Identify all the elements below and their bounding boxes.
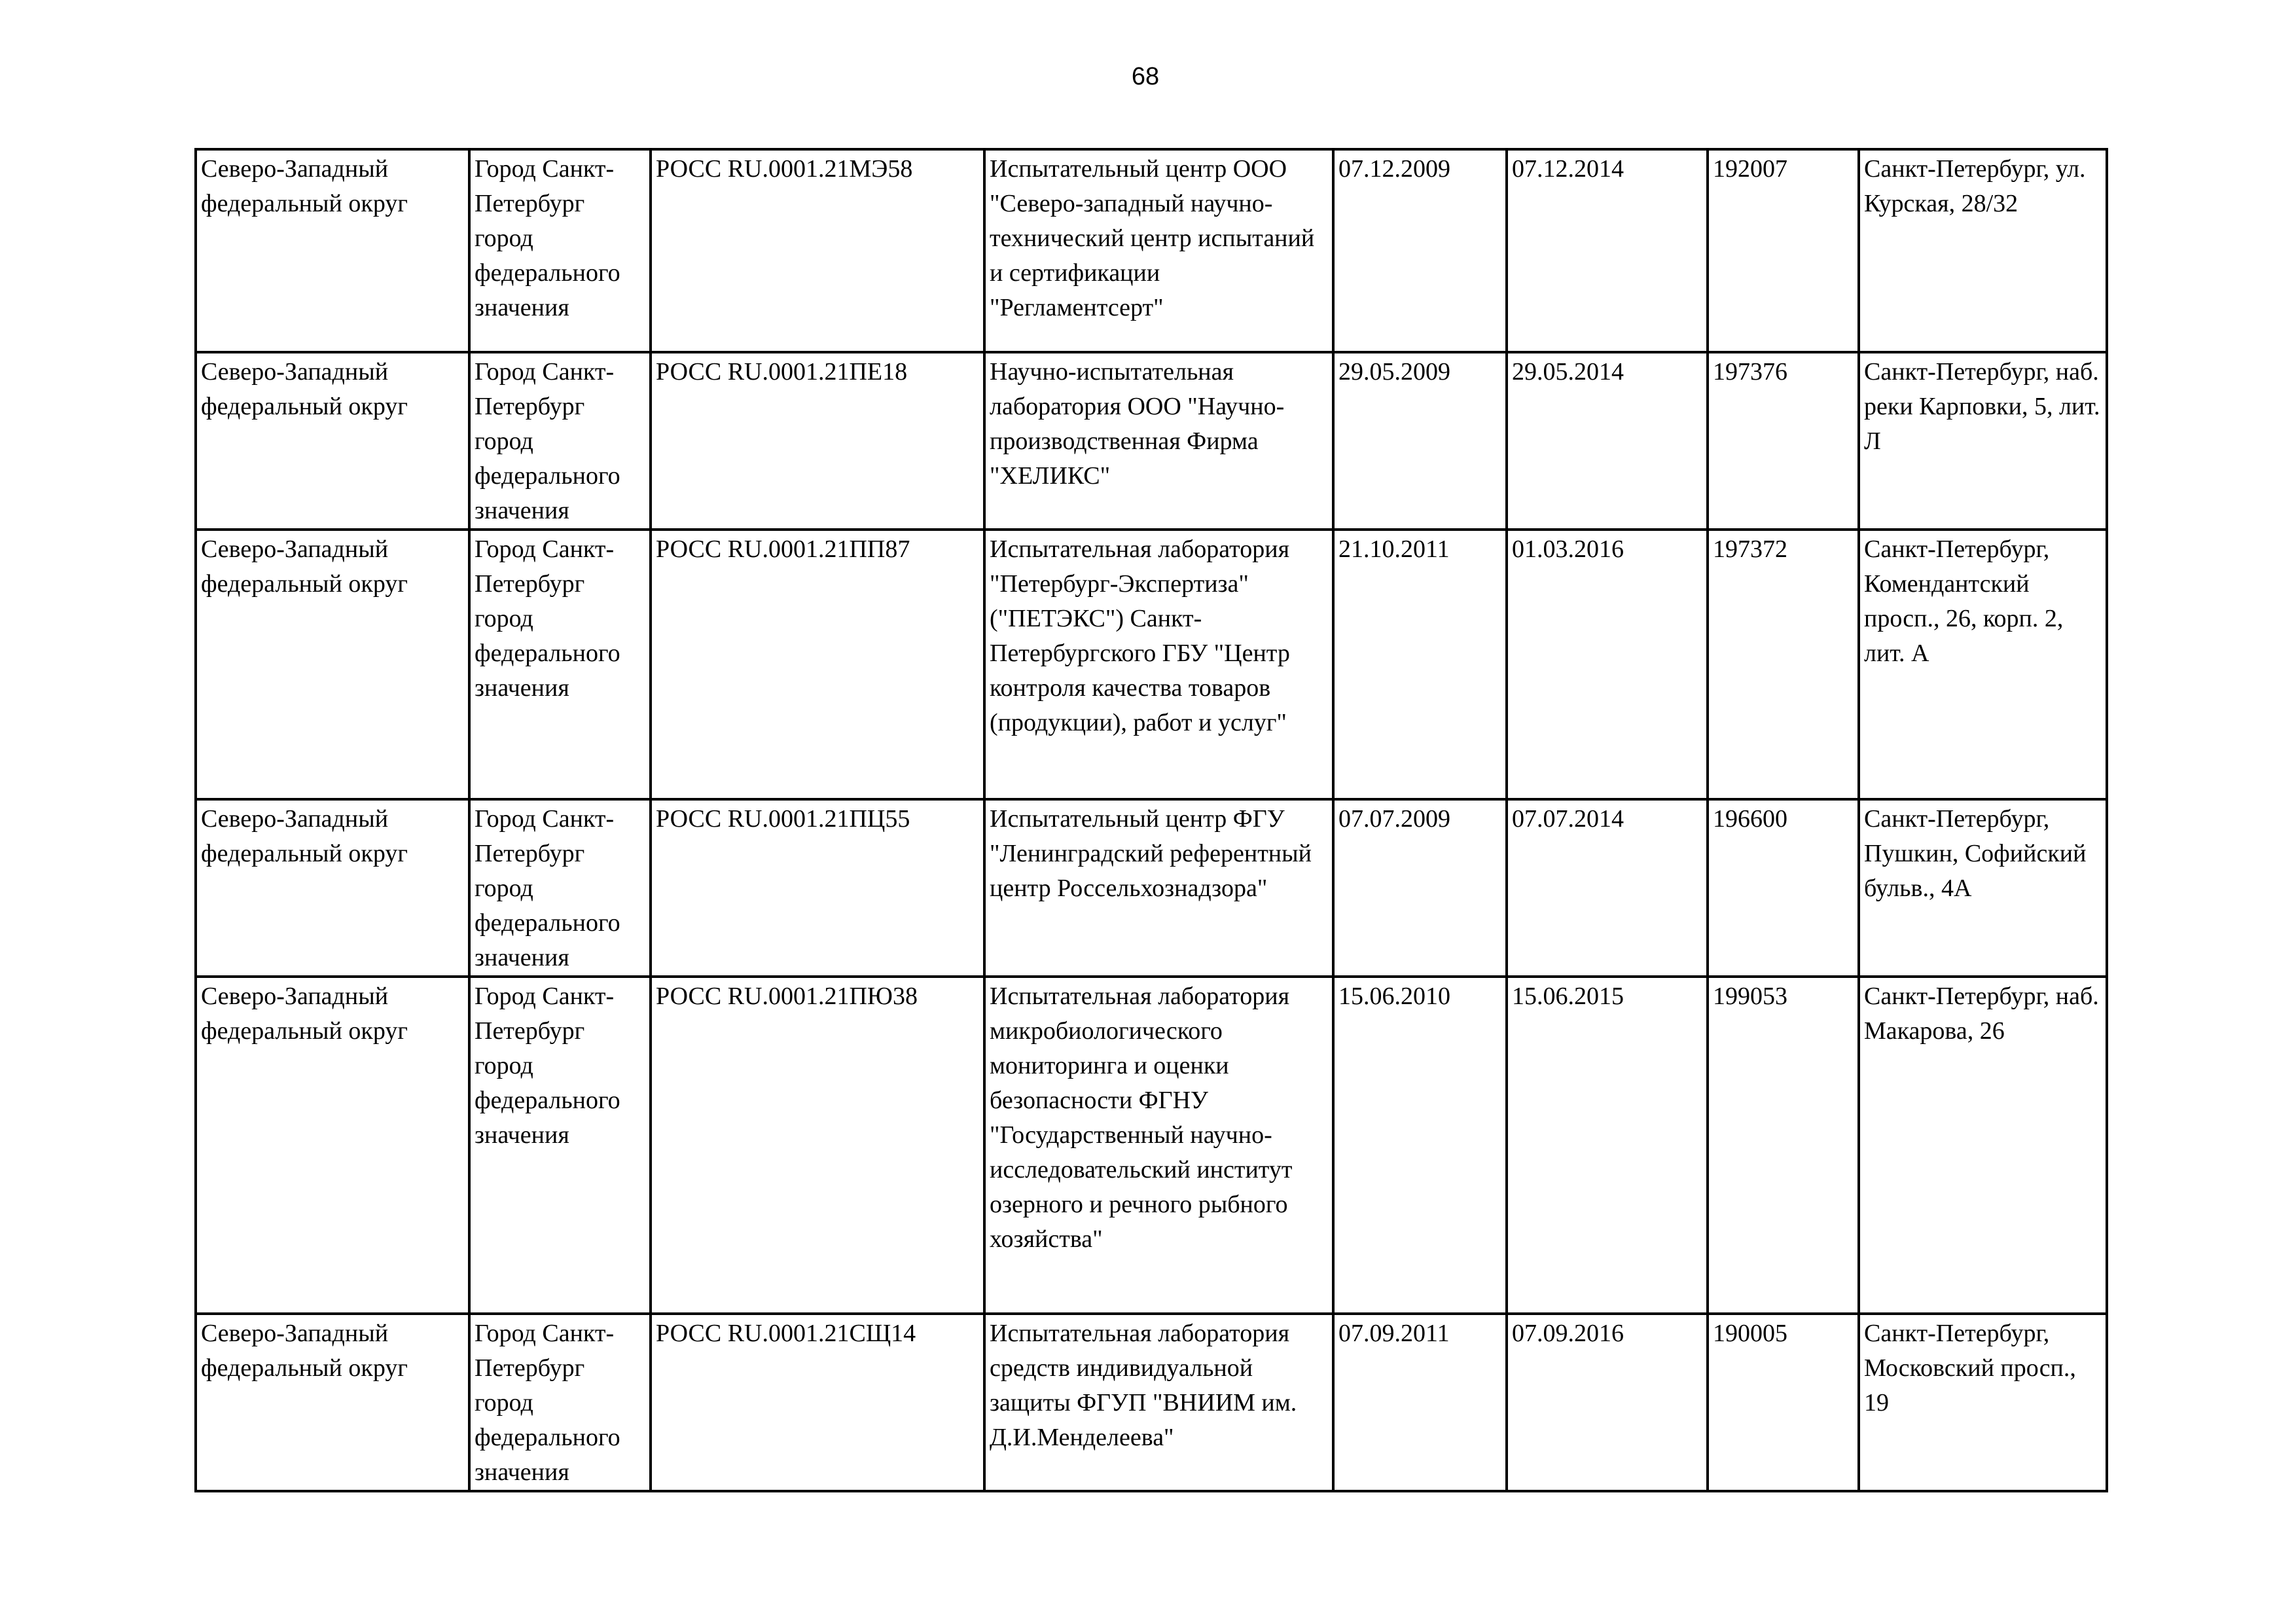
postal-code-cell: 196600 <box>1708 799 1859 977</box>
organization-cell: Испытательная лаборатория микробиологического мониторинга и оценки безопасности ФГНУ "Государственный научно-исследовательский институт озерного и речного рыбного хозяйства" <box>984 977 1333 1314</box>
district-cell: Северо-Западный федеральный округ <box>196 799 469 977</box>
district-cell: Северо-Западный федеральный округ <box>196 149 469 352</box>
region-cell: Город Санкт-Петербург город федерального значения <box>469 1314 651 1491</box>
address-cell: Санкт-Петербург, Пушкин, Софийский бульв., 4А <box>1859 799 2107 977</box>
region-cell: Город Санкт-Петербург город федерального значения <box>469 149 651 352</box>
date-to-cell: 01.03.2016 <box>1507 530 1708 799</box>
organization-cell: Испытательная лаборатория средств индивидуальной защиты ФГУП "ВНИИМ им. Д.И.Менделеева" <box>984 1314 1333 1491</box>
organization-cell: Испытательный центр ФГУ "Ленинградский референтный центр Россельхознадзора" <box>984 799 1333 977</box>
registration-number-cell: РОСС RU.0001.21МЭ58 <box>651 149 984 352</box>
registration-number-cell: РОСС RU.0001.21ПЦ55 <box>651 799 984 977</box>
date-from-cell: 29.05.2009 <box>1333 352 1507 530</box>
postal-code-cell: 199053 <box>1708 977 1859 1314</box>
registration-number-cell: РОСС RU.0001.21ПП87 <box>651 530 984 799</box>
district-cell: Северо-Западный федеральный округ <box>196 352 469 530</box>
table-row <box>196 149 2107 352</box>
address-cell: Санкт-Петербург, Московский просп., 19 <box>1859 1314 2107 1491</box>
postal-code-cell: 190005 <box>1708 1314 1859 1491</box>
registration-number-cell: РОСС RU.0001.21ПЮ38 <box>651 977 984 1314</box>
date-from-cell: 07.07.2009 <box>1333 799 1507 977</box>
table-row <box>196 799 2107 977</box>
region-cell: Город Санкт-Петербург город федерального значения <box>469 352 651 530</box>
table-row <box>196 530 2107 799</box>
district-cell: Северо-Западный федеральный округ <box>196 530 469 799</box>
page-number: 68 <box>1131 63 1160 90</box>
address-cell: Санкт-Петербург, ул. Курская, 28/32 <box>1859 149 2107 352</box>
region-cell: Город Санкт-Петербург город федерального значения <box>469 977 651 1314</box>
address-cell: Санкт-Петербург, наб. реки Карповки, 5, лит. Л <box>1859 352 2107 530</box>
date-to-cell: 07.09.2016 <box>1507 1314 1708 1491</box>
postal-code-cell: 197376 <box>1708 352 1859 530</box>
table-row <box>196 352 2107 530</box>
date-from-cell: 07.09.2011 <box>1333 1314 1507 1491</box>
date-to-cell: 07.12.2014 <box>1507 149 1708 352</box>
date-to-cell: 07.07.2014 <box>1507 799 1708 977</box>
organization-cell: Испытательный центр ООО "Северо-западный научно-технический центр испытаний и сертификации "Регламентсерт" <box>984 149 1333 352</box>
registration-number-cell: РОСС RU.0001.21ПЕ18 <box>651 352 984 530</box>
table-row <box>196 1314 2107 1491</box>
date-from-cell: 15.06.2010 <box>1333 977 1507 1314</box>
organization-cell: Научно-испытательная лаборатория ООО "Научно-производственная Фирма "ХЕЛИКС" <box>984 352 1333 530</box>
region-cell: Город Санкт-Петербург город федерального значения <box>469 530 651 799</box>
region-cell: Город Санкт-Петербург город федерального значения <box>469 799 651 977</box>
postal-code-cell: 197372 <box>1708 530 1859 799</box>
organization-cell: Испытательная лаборатория "Петербург-Экспертиза" ("ПЕТЭКС") Санкт-Петербургского ГБУ "Центр контроля качества товаров (продукции), работ и услуг" <box>984 530 1333 799</box>
registration-number-cell: РОСС RU.0001.21СЩ14 <box>651 1314 984 1491</box>
date-to-cell: 15.06.2015 <box>1507 977 1708 1314</box>
district-cell: Северо-Западный федеральный округ <box>196 1314 469 1491</box>
date-from-cell: 21.10.2011 <box>1333 530 1507 799</box>
date-to-cell: 29.05.2014 <box>1507 352 1708 530</box>
address-cell: Санкт-Петербург, Комендантский просп., 26, корп. 2, лит. А <box>1859 530 2107 799</box>
postal-code-cell: 192007 <box>1708 149 1859 352</box>
table-row <box>196 977 2107 1314</box>
address-cell: Санкт-Петербург, наб. Макарова, 26 <box>1859 977 2107 1314</box>
laboratory-registry-table <box>194 148 2108 1492</box>
date-from-cell: 07.12.2009 <box>1333 149 1507 352</box>
district-cell: Северо-Западный федеральный округ <box>196 977 469 1314</box>
